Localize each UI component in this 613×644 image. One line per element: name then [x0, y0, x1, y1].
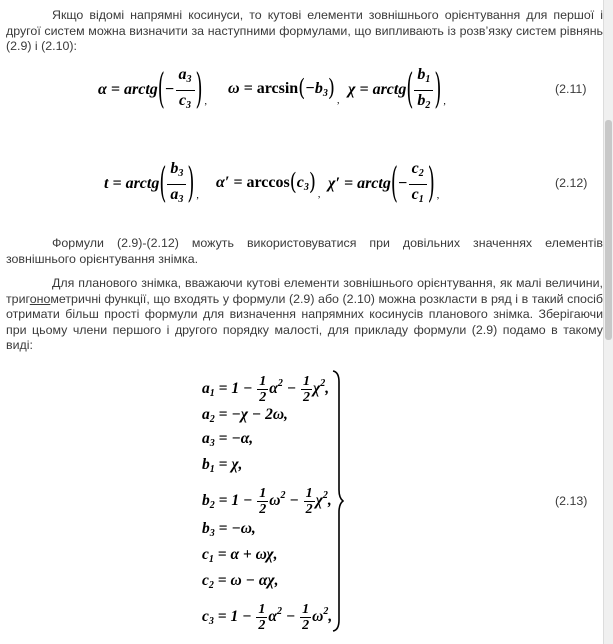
- paren-open: (: [390, 159, 398, 208]
- index: 3: [322, 88, 328, 99]
- paren-close: ): [427, 159, 435, 208]
- paragraph-intro: [6, 8, 603, 55]
- comma: ,: [336, 95, 340, 106]
- row-lhs: c: [202, 546, 209, 563]
- row-lhs-index: 2: [208, 580, 214, 591]
- num-a: a: [178, 66, 187, 83]
- var-c: c: [296, 174, 304, 191]
- comma: ,: [204, 96, 208, 108]
- fraction-one-half: [300, 602, 311, 633]
- equation-number-2-12: (2.12): [555, 176, 588, 190]
- term-minus: −: [282, 380, 300, 398]
- equation-2-11: [98, 66, 209, 115]
- term-var: ω: [312, 608, 324, 626]
- row-lhs-index: 3: [209, 528, 215, 539]
- term-end: ,: [325, 380, 330, 398]
- row-lhs: b: [202, 492, 210, 510]
- symbol-chi: χ: [348, 81, 356, 99]
- fraction-b1-b2: [414, 66, 433, 115]
- half-denominator: 2: [259, 390, 267, 405]
- row-rhs: = −α,: [214, 430, 254, 447]
- paren-open: (: [298, 75, 306, 103]
- row-lhs: a: [202, 430, 210, 447]
- func-arctg: arctg: [123, 81, 158, 99]
- term-end: ,: [327, 492, 332, 510]
- paragraph-intro-text: Якщо відомі напрямні косинуси, то кутові елементи зовнішнього орієнтування для першої і другої систем можна визначити за наступними формулами, що випливають із розв’язку систем рівнянь (2.9) і (2.10):: [6, 8, 603, 54]
- term-square: 2: [276, 606, 282, 618]
- vertical-scrollbar[interactable]: [603, 0, 613, 644]
- comma: ,: [196, 190, 199, 202]
- paren-close: ): [308, 169, 316, 197]
- row-rhs: = −χ − 2ω,: [214, 406, 288, 423]
- index: 3: [178, 194, 184, 205]
- row-lhs-index: 3: [208, 616, 214, 628]
- term-square: 2: [323, 606, 329, 618]
- func-arcsin: arcsin: [256, 80, 299, 97]
- system-row: [202, 430, 253, 449]
- term-end: ,: [328, 608, 333, 626]
- num-b: b: [170, 160, 179, 177]
- func-arctg: arctg: [372, 81, 407, 99]
- paren-open: (: [159, 159, 167, 208]
- row-lhs: c: [202, 608, 209, 626]
- term-var: α: [269, 380, 278, 398]
- row-lhs-index: 1: [209, 464, 215, 475]
- paren-close: ): [327, 75, 335, 103]
- paren-open: (: [289, 169, 297, 197]
- row-lhs-index: 1: [209, 388, 215, 400]
- symbol-chi-prime: χ′: [328, 175, 340, 193]
- term-var: ω: [269, 492, 281, 510]
- row-rhs: = α + ωχ,: [213, 546, 278, 563]
- term-square: 2: [322, 490, 328, 502]
- paren-close: ): [195, 65, 203, 114]
- fraction-one-half: [257, 486, 268, 517]
- num-b: b: [417, 66, 426, 83]
- fraction-b3-a3: [167, 160, 186, 209]
- paragraph-formulas-note-text: Формули (2.9)-(2.12) можуть використовуватися при довільних значеннях елементів зовнішнього орієнтування знімка.: [6, 236, 603, 266]
- paragraph-plan-text-a: Для планового знімка, вважаючи кутові елементи зовнішнього орієнтування, як малі величини, триг: [6, 276, 603, 306]
- minus-sign: −: [305, 80, 315, 97]
- equation-omega: [228, 75, 341, 106]
- comma: ,: [436, 190, 440, 202]
- half-numerator: 1: [305, 486, 313, 501]
- paragraph-formulas-note: [6, 236, 603, 267]
- paragraph-plan-image: [6, 276, 603, 354]
- index: 3: [186, 100, 192, 111]
- row-rhs: = χ,: [214, 456, 243, 473]
- comma: ,: [317, 189, 321, 200]
- paren-close: ): [434, 65, 442, 114]
- system-row: [202, 374, 329, 405]
- fraction-c2-c1: [409, 160, 427, 209]
- term-square: 2: [277, 378, 283, 390]
- term-minus: −: [285, 492, 303, 510]
- equation-number-2-11: (2.11): [555, 82, 587, 96]
- var-b: b: [314, 80, 323, 97]
- equals-sign: =: [339, 175, 358, 193]
- scrollbar-thumb[interactable]: [605, 120, 612, 340]
- half-denominator: 2: [259, 502, 267, 517]
- func-arctg: arctg: [357, 175, 391, 193]
- equation-chi: [348, 66, 448, 115]
- row-lhs-index: 1: [208, 554, 214, 565]
- row-lhs-index: 3: [209, 438, 215, 449]
- fraction-one-half: [301, 374, 312, 405]
- half-numerator: 1: [302, 374, 310, 389]
- index: 3: [186, 74, 192, 85]
- paren-close: ): [187, 159, 195, 208]
- equation-chi-prime: [328, 160, 441, 209]
- system-row: [202, 546, 277, 565]
- fraction-one-half: [256, 602, 267, 633]
- term-square: 2: [280, 490, 286, 502]
- equation-alpha-prime: [216, 169, 322, 200]
- paragraph-plan-text-b: метричні функції, що входять у формули (2.9) або (2.10) можна розкласти в ряд і в такий спосіб отримати більш прості формули для визначення напрямних косинусів планового знімка. Зберігаючи при цьому члени першого і другого порядку малості, для прикладу формули (2.9) подамо в такому виді:: [6, 291, 603, 353]
- half-numerator: 1: [302, 602, 310, 617]
- row-lhs-index: 2: [209, 500, 215, 512]
- row-lhs: a: [202, 406, 210, 423]
- num-c: c: [411, 160, 419, 177]
- minus-sign: −: [397, 175, 408, 193]
- half-numerator: 1: [258, 602, 266, 617]
- den-a: a: [170, 186, 179, 203]
- paragraph-plan-text-underlined: оно: [29, 291, 51, 306]
- half-denominator: 2: [258, 618, 266, 633]
- term-var: α: [268, 608, 277, 626]
- row-rhs: = 1 −: [213, 608, 256, 626]
- right-brace: [332, 370, 344, 632]
- func-arccos: arccos: [246, 174, 290, 191]
- index: 1: [425, 74, 431, 85]
- symbol-t: t: [104, 175, 109, 193]
- system-row: [202, 602, 332, 633]
- index: 3: [303, 182, 309, 193]
- row-lhs-index: 2: [209, 414, 215, 425]
- term-square: 2: [320, 378, 326, 390]
- den-c: c: [411, 186, 419, 203]
- fraction-one-half: [304, 486, 315, 517]
- equation-2-12: [104, 160, 201, 209]
- row-rhs: = −ω,: [214, 520, 256, 537]
- system-row: [202, 572, 278, 591]
- term-var: χ: [312, 380, 321, 398]
- paren-open: (: [406, 65, 414, 114]
- row-rhs: = 1 −: [214, 492, 257, 510]
- index: 2: [425, 100, 431, 111]
- row-lhs: b: [202, 456, 210, 473]
- symbol-alpha: α: [98, 81, 107, 99]
- half-denominator: 2: [305, 502, 313, 517]
- system-row: [202, 456, 242, 475]
- paren-open: (: [157, 65, 165, 114]
- index: 2: [418, 168, 424, 179]
- func-arctg: arctg: [125, 175, 160, 193]
- equals-sign: =: [229, 174, 247, 191]
- system-row: [202, 406, 288, 425]
- half-denominator: 2: [302, 390, 310, 405]
- den-c: c: [178, 92, 187, 109]
- half-numerator: 1: [259, 486, 267, 501]
- fraction-one-half: [257, 374, 268, 405]
- row-lhs: c: [202, 572, 209, 589]
- system-row: [202, 520, 256, 539]
- index: 1: [418, 194, 424, 205]
- symbol-alpha-prime: α′: [216, 174, 230, 191]
- equation-number-2-13: (2.13): [555, 494, 588, 508]
- comma: ,: [443, 96, 446, 108]
- equals-sign: =: [106, 81, 124, 99]
- fraction-a3-c3: [176, 66, 195, 115]
- system-row: [202, 486, 332, 517]
- symbol-omega: ω: [228, 80, 240, 97]
- den-b: b: [417, 92, 426, 109]
- minus-sign: −: [164, 81, 175, 99]
- equals-sign: =: [355, 81, 373, 99]
- equals-sign: =: [239, 80, 257, 97]
- term-var: χ: [315, 492, 323, 510]
- equals-sign: =: [108, 175, 126, 193]
- row-rhs: = 1 −: [214, 380, 257, 398]
- equation-system-2-13: [202, 370, 342, 638]
- row-lhs: a: [202, 380, 210, 398]
- half-denominator: 2: [302, 618, 310, 633]
- term-minus: −: [281, 608, 300, 626]
- row-lhs: b: [202, 520, 210, 537]
- half-numerator: 1: [259, 374, 267, 389]
- index: 3: [178, 168, 184, 179]
- row-rhs: = ω − αχ,: [213, 572, 279, 589]
